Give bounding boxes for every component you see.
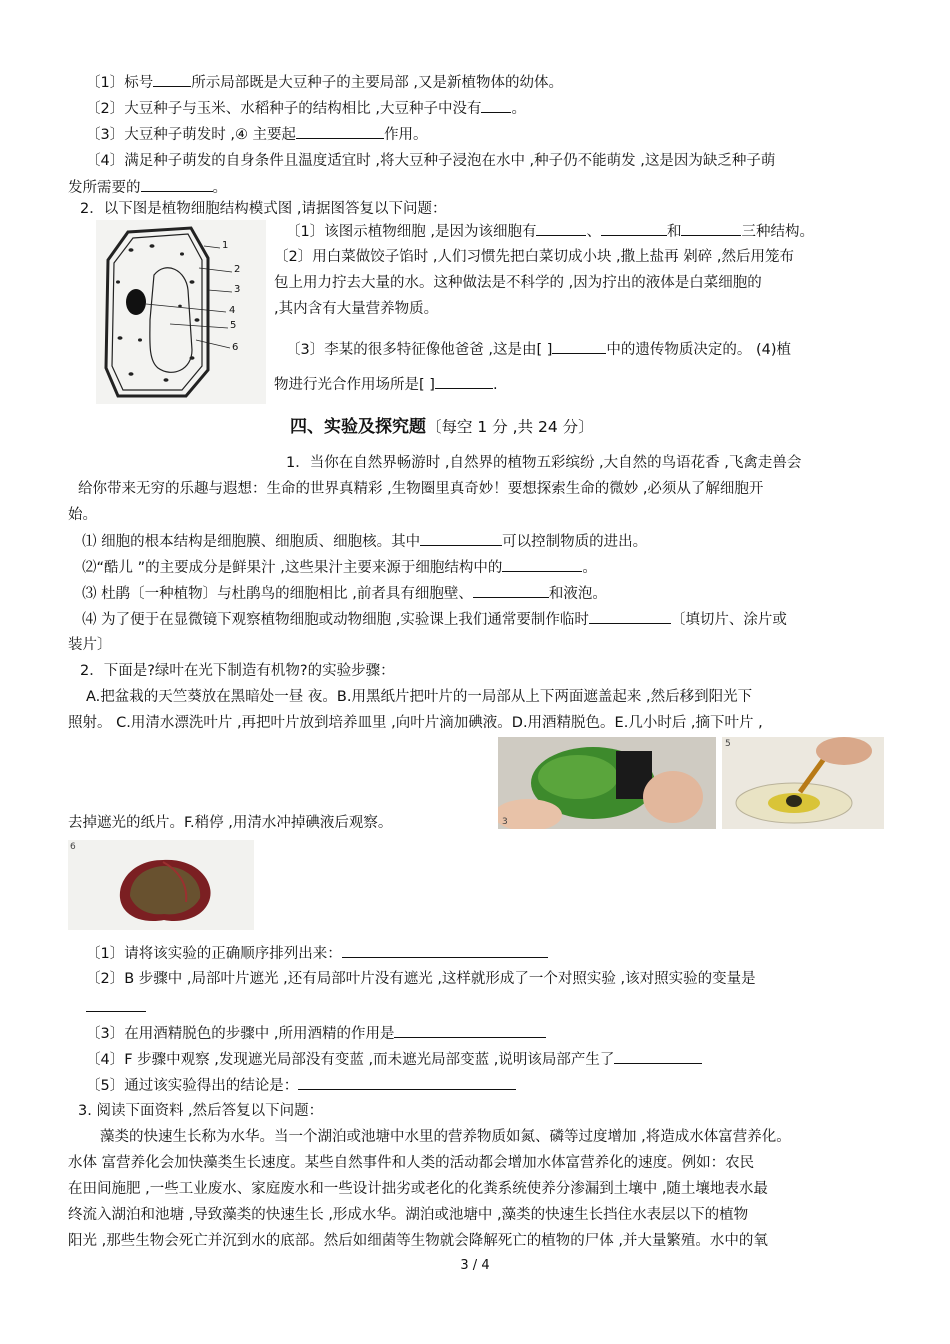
exp2-steps-line3: 去掉遮光的纸片。F.稍停 ,用清水冲掉碘液后观察。	[68, 815, 393, 831]
exp3-intro: 3. 阅读下面资料 ,然后答复以下问题：	[78, 1103, 324, 1119]
exp2-q4: 〔4〕F 步骤中观察 ,发现遮光局部没有变蓝 ,而未遮光局部变蓝 ,说明该局部产生了	[86, 1048, 702, 1071]
label-1: 1	[222, 240, 229, 251]
exp2-q5: 〔5〕通过该实验得出的结论是：	[86, 1074, 516, 1097]
photo-label-5: 5	[725, 739, 731, 749]
exp2-q2-line2	[86, 996, 146, 1019]
exp1-q1: ⑴ 细胞的根本结构是细胞膜、细胞质、细胞核。其中 可以控制物质的进出。	[82, 530, 647, 553]
exp2-steps-line1: A.把盆栽的天竺葵放在黑暗处一昼 夜。B.用黑纸片把叶片的一局部从上下两面遮盖起来 ,然后移到阳光下	[86, 689, 753, 705]
blank[interactable]	[342, 942, 548, 958]
blank[interactable]	[614, 1048, 702, 1064]
cell-q3: 〔3〕李某的很多特征像他爸爸 ,这是由[ ] 中的遗传物质决定的。 (4)植	[286, 338, 791, 361]
page-number: 3 / 4	[460, 1258, 490, 1273]
seed-q1: 〔1〕标号 所示局部既是大豆种子的主要局部 ,又是新植物体的幼体。	[86, 71, 563, 94]
exp3-line3: 在田间施肥 ,一些工业废水、家庭废水和一些设计拙劣或老化的化粪系统使养分渗漏到土壤中 ,随土壤地表水最	[68, 1181, 768, 1197]
blank[interactable]	[473, 582, 549, 598]
exp2-q2-line1: 〔2〕B 步骤中 ,局部叶片遮光 ,还有局部叶片没有遮光 ,这样就形成了一个对照实验 ,该对照实验的变量是	[86, 971, 756, 987]
exp2-intro: 2．下面是?绿叶在光下制造有机物?的实验步骤：	[80, 663, 395, 679]
stained-leaf-svg	[68, 840, 254, 930]
blank[interactable]	[296, 123, 384, 139]
exp1-intro-line3: 始。	[68, 507, 97, 523]
photo-label-3: 3	[502, 817, 508, 827]
exp2-q1: 〔1〕请将该实验的正确顺序排列出来：	[86, 942, 548, 965]
blank[interactable]	[681, 220, 741, 236]
plant-cell-svg	[96, 220, 266, 404]
exp2-q3: 〔3〕在用酒精脱色的步骤中 ,所用酒精的作用是	[86, 1022, 546, 1045]
exp1-intro-line2: 给你带来无穷的乐趣与遐想：生命的世界真精彩 ,生物圈里真奇妙！要想探索生命的微妙 ,必须从了解细胞开	[78, 481, 764, 497]
exp1-q2: ⑵“酷儿 ”的主要成分是鲜果汁 ,这些果汁主要来源于细胞结构中的 。	[82, 556, 597, 579]
seed-q4-line1: 〔4〕满足种子萌发的自身条件且温度适宜时 ,将大豆种子浸泡在水中 ,种子仍不能萌发 ,这是因为缺乏种子萌	[86, 153, 776, 169]
plant-cell-diagram	[96, 220, 266, 404]
blank[interactable]	[394, 1022, 546, 1038]
cell-q2-line2: 包上用力拧去大量的水。这种做法是不科学的 ,因为拧出的液体是白菜细胞的	[274, 275, 762, 291]
cell-intro: 2．以下图是植物细胞结构模式图 ,请据图答复以下问题：	[80, 201, 447, 217]
blank[interactable]	[86, 996, 146, 1012]
label-3: 3	[234, 284, 241, 295]
exp3-line4: 终流入湖泊和池塘 ,导致藻类的快速生长 ,形成水华。湖泊或池塘中 ,藻类的快速生长挡住水表层以下的植物	[68, 1207, 749, 1223]
blank[interactable]	[601, 220, 667, 236]
exp3-line5: 阳光 ,那些生物会死亡并沉到水的底部。然后如细菌等生物就会降解死亡的植物的尸体 ,并大量繁殖。水中的氧	[68, 1233, 768, 1249]
blank[interactable]	[420, 530, 502, 546]
exp1-q4-line2: 装片〕	[68, 637, 112, 653]
blank[interactable]	[153, 71, 191, 87]
leaf-cover-photo	[498, 737, 716, 829]
photo-label-6: 6	[70, 842, 76, 852]
section-title: 四、实验及探究题〔每空 1 分 ,共 24 分〕	[290, 417, 594, 437]
stained-leaf-photo	[68, 840, 254, 930]
exp1-q4-line1: ⑷ 为了便于在显微镜下观察植物细胞或动物细胞 ,实验课上我们通常要制作临时 〔填切片、涂片或	[82, 608, 787, 631]
leaf-cover-svg	[498, 737, 716, 829]
seed-q3: 〔3〕大豆种子萌发时 ,④ 主要起 作用。	[86, 123, 428, 146]
exp1-intro-line1: 1．当你在自然界畅游时 ,自然界的植物五彩缤纷 ,大自然的鸟语花香 ,飞禽走兽会	[286, 455, 802, 471]
label-6: 6	[232, 342, 239, 353]
blank[interactable]	[502, 556, 582, 572]
label-4: 4	[229, 305, 236, 316]
blank[interactable]	[536, 220, 586, 236]
seed-q4-line2: 发所需要的 。	[68, 176, 227, 199]
blank[interactable]	[552, 338, 606, 354]
exp3-line2: 水体 富营养化会加快藻类生长速度。某些自然事件和人类的活动都会增加水体富营养化的速度。例如：农民	[68, 1155, 755, 1171]
blank[interactable]	[435, 373, 493, 389]
seed-q2: 〔2〕大豆种子与玉米、水稻种子的结构相比 ,大豆种子中没有 。	[86, 97, 526, 120]
blank[interactable]	[141, 176, 213, 192]
cell-q2-line1: 〔2〕用白菜做饺子馅时 ,人们习惯先把白菜切成小块 ,撒上盐再 剁碎 ,然后用笼布	[274, 249, 794, 265]
iodine-drop-svg	[722, 737, 884, 829]
exp2-steps-line2: 照射。 C.用清水漂洗叶片 ,再把叶片放到培养皿里 ,向叶片滴加碘液。D.用酒精脱色。E.几小时后 ,摘下叶片 ,	[68, 715, 763, 731]
blank[interactable]	[298, 1074, 516, 1090]
cell-q1: 〔1〕该图示植物细胞 ,是因为该细胞有 、 和 三种结构。	[286, 220, 814, 243]
label-5: 5	[230, 320, 237, 331]
label-2: 2	[234, 264, 241, 275]
exp3-line1: 藻类的快速生长称为水华。当一个湖泊或池塘中水里的营养物质如氮、磷等过度增加 ,将造成水体富营养化。	[100, 1129, 791, 1145]
blank[interactable]	[481, 97, 511, 113]
iodine-drop-photo	[722, 737, 884, 829]
exp1-q3: ⑶ 杜鹃〔一种植物〕与杜鹃鸟的细胞相比 ,前者具有细胞壁、 和液泡。	[82, 582, 607, 605]
cell-q2-line3: ,其内含有大量营养物质。	[274, 301, 439, 317]
blank[interactable]	[589, 608, 671, 624]
cell-q4: 物进行光合作用场所是[ ] .	[274, 373, 498, 396]
